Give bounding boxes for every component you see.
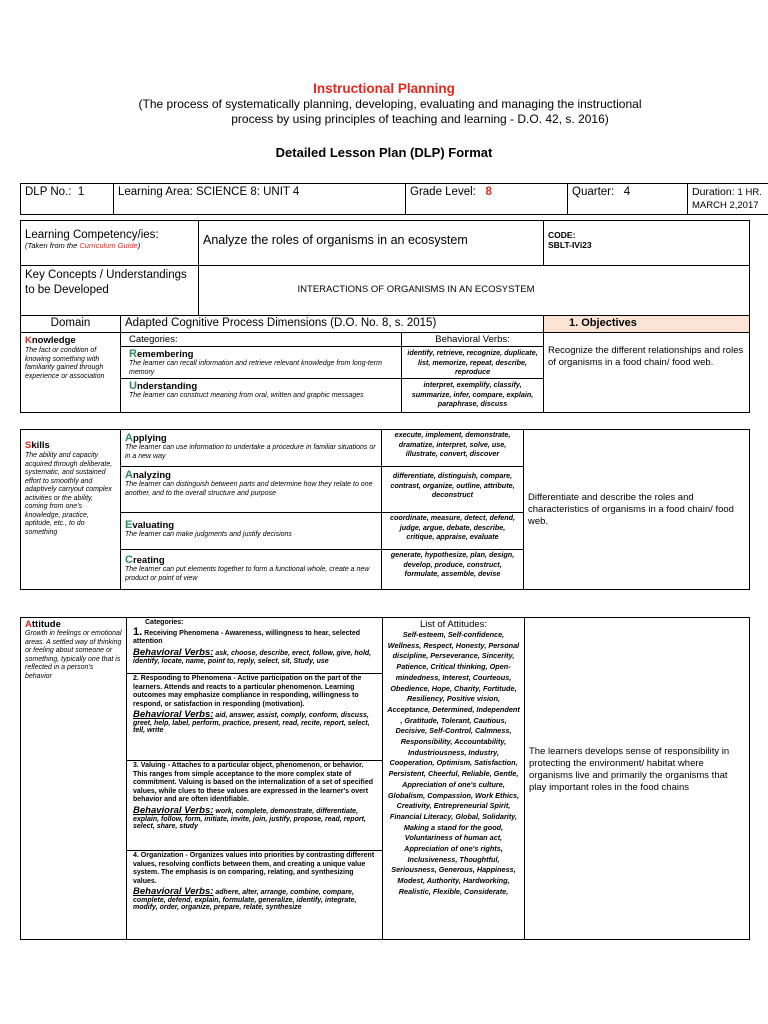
knowledge-verbs-cell <box>402 333 544 413</box>
responding-desc: Responding to Phenomena - Active participation on the part of the learners. Attends and reacts to a particular phenomenon. Learning outcomes may emphasize compliance in responding, willingness to respond, or satisfaction in responding (motivation). <box>133 675 362 708</box>
subtitle-line-2: process by using principles of teaching and learning - D.O. 42, s. 2016) <box>231 112 609 126</box>
learning-area-cell <box>114 184 406 215</box>
evaluating-verbs: coordinate, measure, detect, defend, judge, argue, debate, describe, critique, appraise, evaluate <box>382 513 524 550</box>
analyzing-verbs: differentiate, distinguish, compare, contrast, organize, outline, attribute, deconstruct <box>382 467 524 513</box>
code-label: CODE: <box>548 230 576 240</box>
remembering-item <box>121 347 401 379</box>
knowledge-domain-cell <box>21 333 121 413</box>
attitude-objective: The learners develops sense of responsibility in protecting the environment/ habitat where organisms live and primarily the organisms that play important roles in the food chains <box>529 746 730 793</box>
organization-item <box>127 851 383 940</box>
duration-cell <box>688 184 768 215</box>
page-title: Instructional Planning <box>313 81 455 96</box>
skills-table <box>20 429 750 590</box>
creating-title: reating <box>132 555 165 566</box>
verbs-label: Behavioral Verbs: <box>402 333 543 347</box>
skills-title: kills <box>31 440 50 451</box>
skills-desc: The ability and capacity acquired through deliberate, systematic, and sustained effort to smoothly and adaptively carryout complex activities or the ability, coming from one's knowledge, practice, aptitude, etc., to do something <box>25 452 113 536</box>
receiving-item <box>127 618 383 674</box>
grade-value: 8 <box>485 186 492 198</box>
area-label: Learning Area: <box>118 186 193 198</box>
organization-desc: Organization - Organizes values into priorities by contrasting different values, resolving conflicts between them, and creating a unique value system. The emphasis is on comparing, relating, and synthesizing values. <box>133 852 375 885</box>
understanding-letter: U <box>129 380 137 392</box>
attitude-list-cell <box>383 618 525 940</box>
skills-first-letter: S <box>25 440 32 451</box>
applying-letter: A <box>125 432 133 444</box>
note-prefix: (Taken from the <box>25 241 80 250</box>
dlp-no-cell <box>21 184 114 215</box>
key-concepts-text-cell <box>199 266 750 316</box>
creating-letter: C <box>125 554 133 566</box>
analyzing-item <box>121 467 382 513</box>
quarter-cell <box>568 184 688 215</box>
domain-label: Domain <box>50 317 91 329</box>
key-concepts-label-cell <box>21 266 199 316</box>
duration-label: Duration: <box>692 186 735 198</box>
applying-item <box>121 430 382 467</box>
attitude-title: ttitude <box>31 619 61 630</box>
evaluating-title: valuating <box>132 520 175 531</box>
analyzing-desc: The learner can distinguish between parts and determine how they relate to one another, and to the overall structure and purpose <box>125 481 373 497</box>
responding-bv-label: Behavioral Verbs: <box>133 709 214 721</box>
dlp-value: 1 <box>77 186 85 198</box>
grade-level-cell <box>406 184 568 215</box>
curriculum-guide-link: Curriculum Guide <box>79 241 138 250</box>
analyzing-title: nalyzing <box>132 470 171 481</box>
domain-header <box>21 316 121 333</box>
creating-item <box>121 550 382 590</box>
code-value: SBLT-IVi23 <box>548 240 592 250</box>
remembering-title: emembering <box>136 349 194 360</box>
duration-value: 1 HR. <box>737 187 762 198</box>
area-value: SCIENCE 8: UNIT 4 <box>196 186 300 198</box>
attitude-objective-cell <box>525 618 750 940</box>
applying-title: pplying <box>132 433 167 444</box>
knowledge-categories-cell <box>121 333 402 413</box>
key-concepts-text: INTERACTIONS OF ORGANISMS IN AN ECOSYSTEM <box>297 284 535 295</box>
dlp-label: DLP No.: <box>25 186 72 198</box>
knowledge-desc: The fact or condition of knowing something with familiarity gained through experience or association <box>25 347 105 380</box>
valuing-bv-label: Behavioral Verbs: <box>133 804 214 816</box>
competency-label: Learning Competency/ies: <box>25 229 159 241</box>
attitude-desc: Growth in feelings or emotional areas. A settled way of thinking or feeling about someone or something, typically one that is reflected in a person's behavior <box>25 630 122 680</box>
dimensions-label: Adapted Cognitive Process Dimensions (D.O. No. 8, s. 2015) <box>125 317 437 329</box>
responding-item <box>127 674 383 761</box>
responding-bv-text: aid, answer, assist, comply, conform, discuss, greet, help, label, perform, practice, present, read, recite, report, select, tell, write <box>133 712 370 735</box>
skills-domain-cell <box>21 430 121 590</box>
knowledge-objective: Recognize the different relationships and roles of organisms in a food chain/ food web. <box>548 345 744 368</box>
objectives-label: 1. Objectives <box>569 317 637 329</box>
dimensions-header <box>121 316 544 333</box>
understanding-item <box>121 379 401 402</box>
info-table <box>20 183 768 215</box>
key-concepts-label: Key Concepts / Understandings to be Developed <box>25 269 187 296</box>
attitude-first-letter: A <box>25 619 32 630</box>
date-value: MARCH 2,2017 <box>692 200 759 211</box>
applying-desc: The learner can use information to undertake a procedure in familiar situations or in a new way <box>125 444 376 460</box>
evaluating-item <box>121 513 382 550</box>
responding-num: 2. <box>133 675 139 682</box>
attitude-domain-cell <box>21 618 127 940</box>
remembering-letter: R <box>129 348 137 360</box>
code-cell <box>544 221 750 266</box>
receiving-text <box>133 625 376 647</box>
organization-num: 4. <box>133 852 139 859</box>
valuing-num: 3. <box>133 762 139 769</box>
grade-label: Grade Level: <box>410 186 476 198</box>
evaluating-desc: The learner can make judgments and justify decisions <box>125 531 292 538</box>
receiving-desc: Receiving Phenomena - Awareness, willingness to hear, selected attention <box>133 629 361 646</box>
skills-objective: Differentiate and describe the roles and characteristics of organisms in a food chain/ food web. <box>528 491 734 527</box>
competency-note <box>25 241 194 250</box>
knowledge-title: nowledge <box>31 335 76 346</box>
analyzing-letter: A <box>125 469 133 481</box>
objectives-header <box>544 316 750 333</box>
valuing-item <box>127 761 383 851</box>
organization-bv-label: Behavioral Verbs: <box>133 886 214 898</box>
note-suffix: ) <box>137 241 141 250</box>
attitude-table <box>20 617 750 940</box>
page-subtitle <box>60 97 720 127</box>
knowledge-objective-cell <box>544 333 750 413</box>
receiving-bv-text: ask, choose, describe, erect, follow, give, hold, identify, locate, name, point to, reply, select, sit, Study, use <box>133 649 372 665</box>
understanding-verbs: interpret, exemplify, classify, summarize, infer, compare, explain, paraphrase, discuss <box>411 380 534 408</box>
applying-verbs: execute, implement, demonstrate, dramatize, interpret, solve, use, illustrate, convert, discover <box>382 430 524 467</box>
competency-text: Analyze the roles of organisms in an ecosystem <box>203 233 468 247</box>
competency-label-cell <box>21 221 199 266</box>
receiving-bv-label: Behavioral Verbs: <box>133 646 214 658</box>
format-title: Detailed Lesson Plan (DLP) Format <box>275 145 493 160</box>
organization-bv-text: adhere, alter, arrange, combine, compare, complete, defend, explain, formulate, generalize, identify, integrate, modify, order, organize, prepare, relate, synthesize <box>133 889 357 912</box>
creating-verbs: generate, hypothesize, plan, design, develop, produce, construct, formulate, assemble, devise <box>382 550 524 590</box>
competency-table <box>20 220 750 413</box>
attitude-list-text: Self-esteem, Self-confidence, Wellness, Respect, Honesty, Personal discipline, Perseverance, Sincerity, Patience, Critical thinking, Open-mindedness, Interest, Courteous, Obedience, Hope, Charity, Fortitude, Resiliency, Positive vision, Acceptance, Determined, Independent , Gratitude, Tolerant, Cautious, Decisive, Self-Control, Calmness, Responsibility, Accountability, Industriousness, Industry, Cooperation, Optimism, Satisfaction, Persistent, Cheerful, Reliable, Gentle, Appreciation of one's culture, Globalism, Compassion, Work Ethics, Creativity, Entrepreneurial Spirit, Financial Literacy, Global, Solidarity, Making a stand for the good, Voluntariness of human act, Appreciation of one's rights, Inclusiveness, Thoughtful, Seriousness, Generous, Happiness, Modest, Authority, Hardworking, Realistic, Flexible, Considerate, <box>387 630 520 896</box>
categories-label: Categories: <box>121 333 401 347</box>
remembering-verbs: identify, retrieve, recognize, duplicate, list, memorize, repeat, describe, reproduce <box>402 347 543 379</box>
receiving-num: 1. <box>133 625 143 638</box>
skills-objective-cell <box>524 430 750 590</box>
quarter-value: 4 <box>623 186 631 198</box>
remembering-desc: The learner can recall information and retrieve relevant knowledge from long-term memory <box>129 360 382 376</box>
valuing-desc: Valuing - Attaches to a particular object, phenomenon, or behavior. This ranges from simple acceptance to the more complex state of commitment. Valuing is based on the internalization of a set of specified values, while clues to these values are expressed in the learner's overt behavior and are often identifiable. <box>133 762 373 804</box>
valuing-bv-text: work, complete, demonstrate, differentiate, explain, follow, form, initiate, invite, join, justify, propose, read, report, select, share, study <box>133 807 366 830</box>
quarter-label: Quarter: <box>572 186 615 198</box>
understanding-desc: The learner can construct meaning from oral, written and graphic messages <box>129 392 364 399</box>
understanding-title: nderstanding <box>136 381 198 392</box>
creating-desc: The learner can put elements together to form a functional whole, create a new product or point of view <box>125 566 370 582</box>
knowledge-first-letter: K <box>25 335 32 346</box>
attitude-list-label: List of Attitudes: <box>419 619 488 630</box>
competency-text-cell <box>199 221 544 266</box>
subtitle-line-1: (The process of systematically planning, developing, evaluating and managing the instructional <box>138 97 642 111</box>
attitude-categories-label: Categories: <box>145 619 184 626</box>
evaluating-letter: E <box>125 519 133 531</box>
